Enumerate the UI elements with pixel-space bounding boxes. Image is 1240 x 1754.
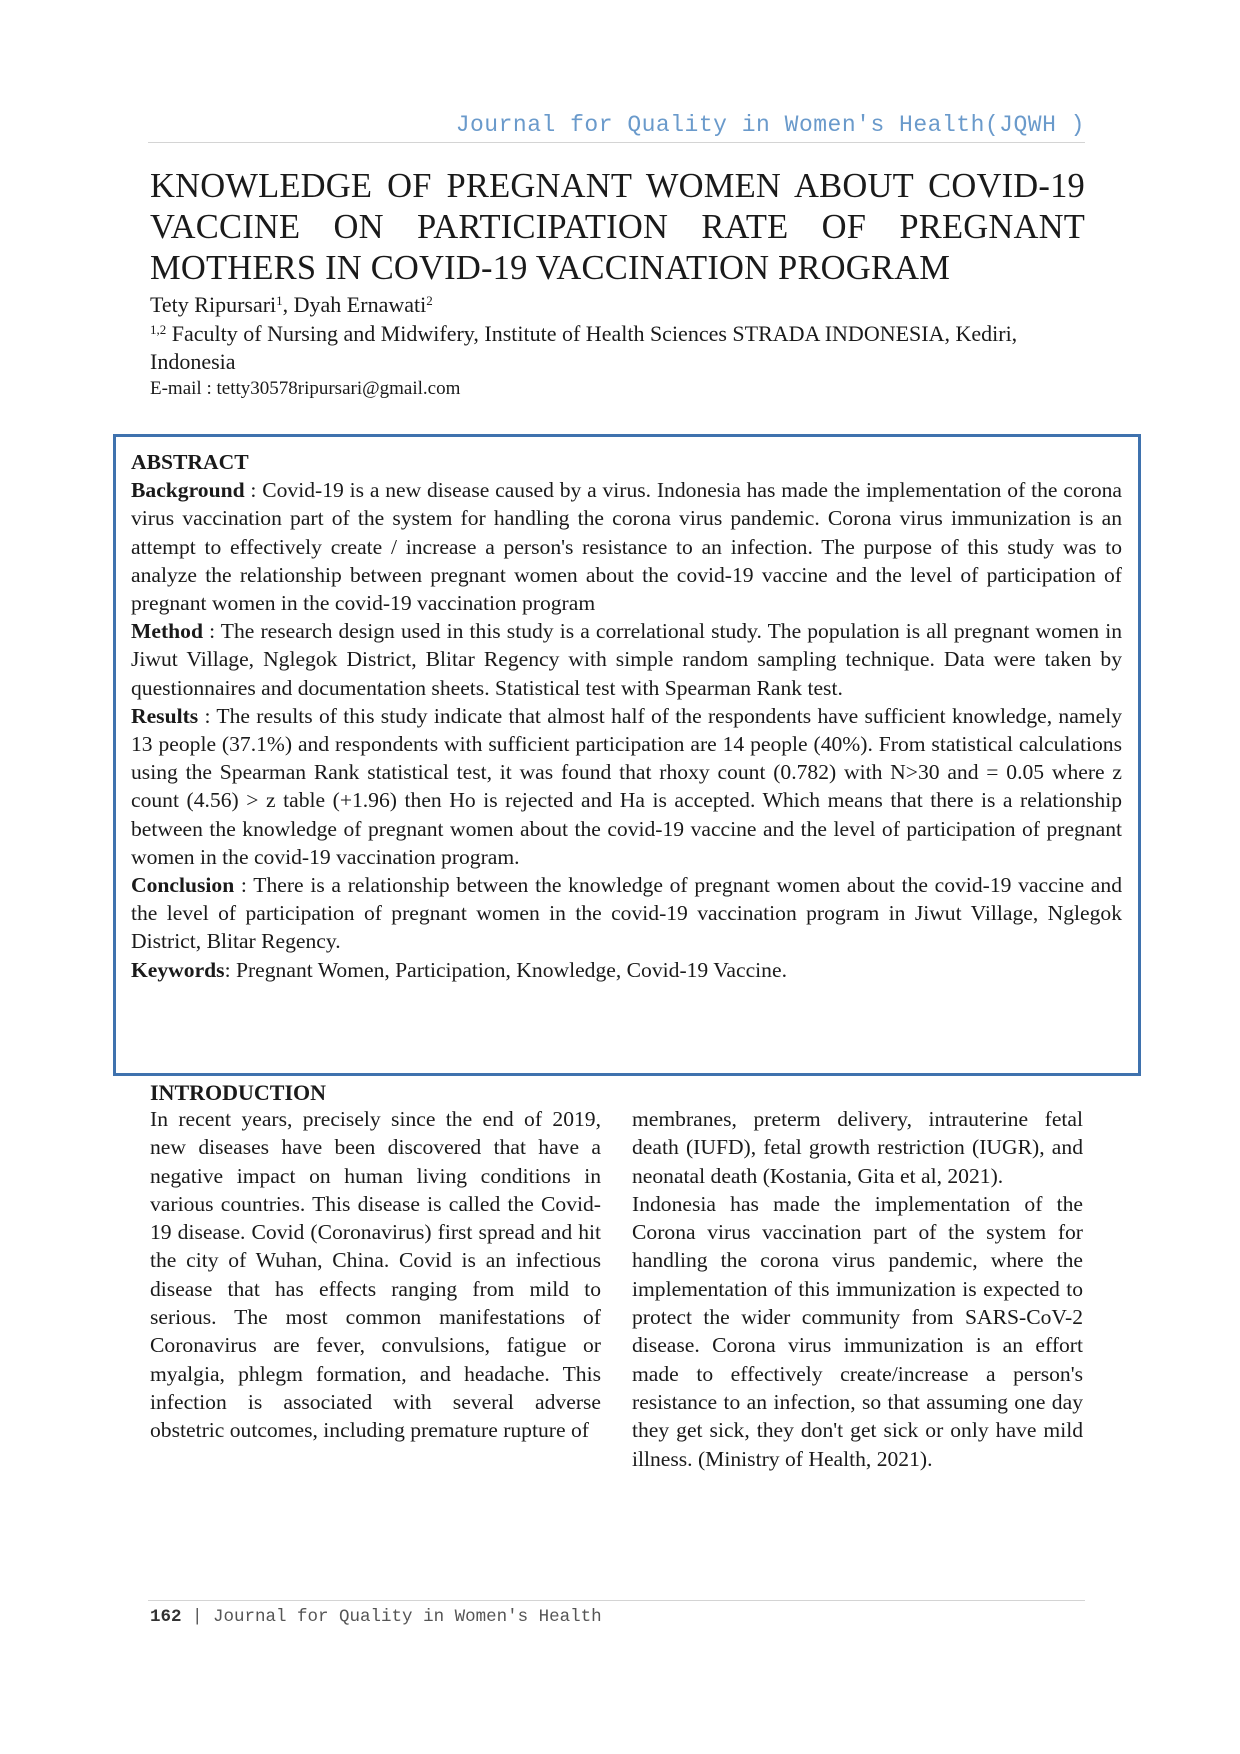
method-text: : The research design used in this study is a correlational study. The population is all pregnant women in Jiwut Village, Nglegok District, Blitar Regency with simple random sampling technique. Data were taken by questionnaires and documentation sheets. Statistical test with Spearman Rank test. — [131, 619, 1122, 700]
page-footer — [150, 1607, 602, 1627]
running-header: Journal for Quality in Women's Health(JQWH ) — [455, 112, 1085, 138]
page-number: 162 — [150, 1607, 182, 1627]
abstract-box — [113, 434, 1141, 1076]
author-superscript: 1 — [276, 293, 283, 308]
header-rule — [148, 142, 1085, 143]
abstract-method — [131, 617, 1122, 702]
results-label: Results — [131, 703, 199, 728]
keywords-text: : Pregnant Women, Participation, Knowledge, Covid-19 Vaccine. — [224, 957, 787, 982]
author-email: E-mail : tetty30578ripursari@gmail.com — [150, 378, 461, 399]
abstract-conclusion — [131, 871, 1122, 956]
author-separator: , — [282, 292, 294, 317]
author-superscript: 2 — [426, 293, 433, 308]
author-name: Tety Ripursari — [150, 292, 277, 317]
method-label: Method — [131, 619, 203, 644]
abstract-results — [131, 702, 1122, 871]
introduction-right-column — [632, 1105, 1083, 1473]
introduction-paragraph: Indonesia has made the implementation of the Corona virus vaccination part of the system for handling the corona virus pandemic, where the implementation of this immunization is expected to protect the wider community from SARS-CoV-2 disease. Corona virus immunization is an effort made to effectively create/increase a person's resistance to an infection, so that assuming one day they get sick, they don't get sick or only have mild illness. (Ministry of Health, 2021). — [632, 1191, 1083, 1471]
conclusion-label: Conclusion — [131, 873, 235, 898]
background-label: Background — [131, 478, 245, 503]
background-text: : Covid-19 is a new disease caused by a virus. Indonesia has made the implementation of the corona virus vaccination part of the system for handling the corona virus pandemic. Corona virus immunization is an attempt to effectively create / increase a person's resistance to an infection. The purpose of this study was to analyze the relationship between pregnant women about the covid-19 vaccine and the level of participation of pregnant women in the covid-19 vaccination program — [131, 478, 1122, 616]
footer-separator: | — [181, 1607, 214, 1627]
author-name: Dyah Ernawati — [293, 292, 427, 317]
introduction-heading: INTRODUCTION — [150, 1080, 327, 1105]
introduction-left-column — [150, 1105, 601, 1445]
results-text: : The results of this study indicate that almost half of the respondents have sufficient knowledge, namely 13 people (37.1%) and respondents with sufficient participation are 14 people (40%). From statistical calculations using the Spearman Rank statistical test, it was found that rhoxy count (0.782) with N>30 and = 0.05 where z count (4.56) > z table (+1.96) then Ho is rejected and Ha is accepted. Which means that there is a relationship between the knowledge of pregnant women about the covid-19 vaccine and the level of participation of pregnant women in the covid-19 vaccination program. — [131, 703, 1122, 869]
conclusion-text: : There is a relationship between the knowledge of pregnant women about the covid-19 vaccine and the level of participation of pregnant women in the covid-19 vaccination program in Jiwut Village, Nglegok District, Blitar Regency. — [131, 873, 1122, 954]
footer-rule — [148, 1600, 1085, 1601]
abstract-heading: ABSTRACT — [131, 450, 249, 474]
affiliation-text: Faculty of Nursing and Midwifery, Institute of Health Sciences STRADA INDONESIA, Kediri, Indonesia — [150, 321, 1018, 374]
affiliation — [150, 320, 1085, 376]
abstract-background — [131, 476, 1122, 617]
abstract-keywords — [131, 956, 1122, 984]
authors — [150, 292, 433, 318]
affiliation-superscript: 1,2 — [150, 322, 167, 337]
footer-journal: Journal for Quality in Women's Health — [213, 1607, 602, 1627]
paper-title: KNOWLEDGE OF PREGNANT WOMEN ABOUT COVID-19 VACCINE ON PARTICIPATION RATE OF PREGNANT MOTHERS IN COVID-19 VACCINATION PROGRAM — [150, 167, 1085, 287]
keywords-label: Keywords — [131, 957, 225, 982]
introduction-paragraph: membranes, preterm delivery, intrauterine fetal death (IUFD), fetal growth restriction (IUGR), and neonatal death (Kostania, Gita et al, 2021). — [632, 1107, 1083, 1188]
introduction-paragraph: In recent years, precisely since the end of 2019, new diseases have been discovered that have a negative impact on human living conditions in various countries. This disease is called the Covid-19 disease. Covid (Coronavirus) first spread and hit the city of Wuhan, China. Covid is an infectious disease that has effects ranging from mild to serious. The most common manifestations of Coronavirus are fever, convulsions, fatigue or myalgia, phlegm formation, and headache. This infection is associated with several adverse obstetric outcomes, including premature rupture of — [150, 1107, 601, 1443]
